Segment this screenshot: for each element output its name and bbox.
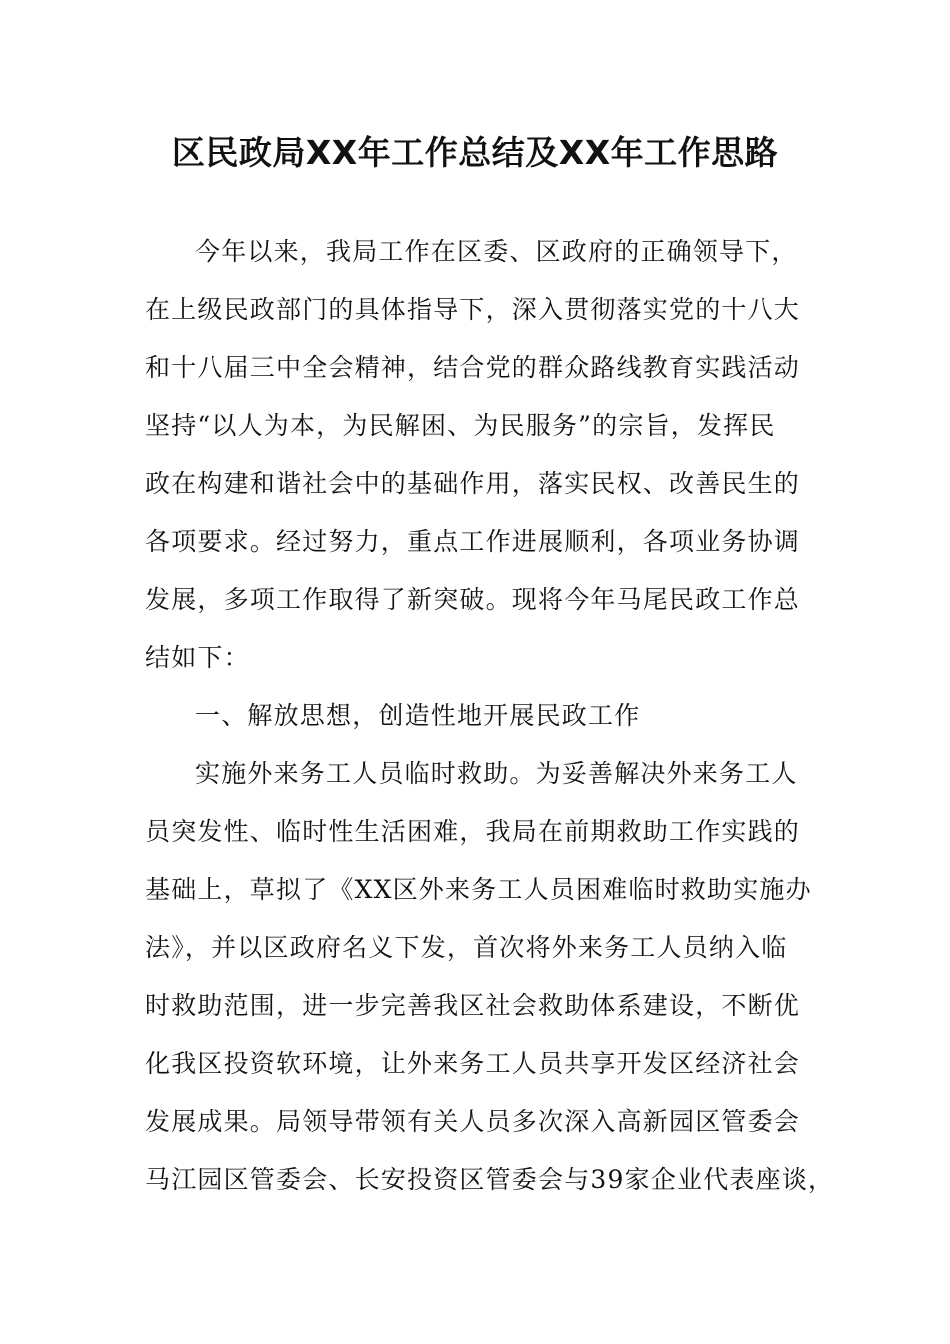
body-line: 时救助范围，进一步完善我区社会救助体系建设，不断优: [145, 991, 801, 1020]
body-line: 结如下：: [145, 643, 250, 672]
body-line: 实施外来务工人员临时救助。为妥善解决外来务工人: [195, 759, 798, 788]
body-line: 马江园区管委会、长安投资区管委会与39家企业代表座谈，: [145, 1165, 835, 1194]
document-title: 区民政局XX年工作总结及XX年工作思路: [171, 133, 779, 172]
body-line: 坚持“以人为本，为民解困、为民服务”的宗旨，发挥民: [145, 411, 776, 440]
body-line: 各项要求。经过努力，重点工作进展顺利，各项业务协调: [145, 527, 801, 556]
body-line: 基础上，草拟了《XX区外来务工人员困难临时救助实施办: [145, 875, 812, 904]
body-line: 发展，多项工作取得了新突破。现将今年马尾民政工作总: [145, 585, 801, 614]
body-line: 在上级民政部门的具体指导下，深入贯彻落实党的十八大: [145, 295, 801, 324]
body-line: 化我区投资软环境，让外来务工人员共享开发区经济社会: [145, 1049, 801, 1078]
body-line: 和十八届三中全会精神，结合党的群众路线教育实践活动: [145, 353, 801, 382]
section-heading: 一、解放思想，创造性地开展民政工作: [195, 701, 641, 730]
body-line: 今年以来，我局工作在区委、区政府的正确领导下，: [195, 237, 798, 266]
body-line: 政在构建和谐社会中的基础作用，落实民权、改善民生的: [145, 469, 801, 498]
body-line: 发展成果。局领导带领有关人员多次深入高新园区管委会: [145, 1107, 801, 1136]
body-line: 员突发性、临时性生活困难，我局在前期救助工作实践的: [145, 817, 801, 846]
body-line: 法》，并以区政府名义下发，首次将外来务工人员纳入临: [145, 933, 788, 962]
